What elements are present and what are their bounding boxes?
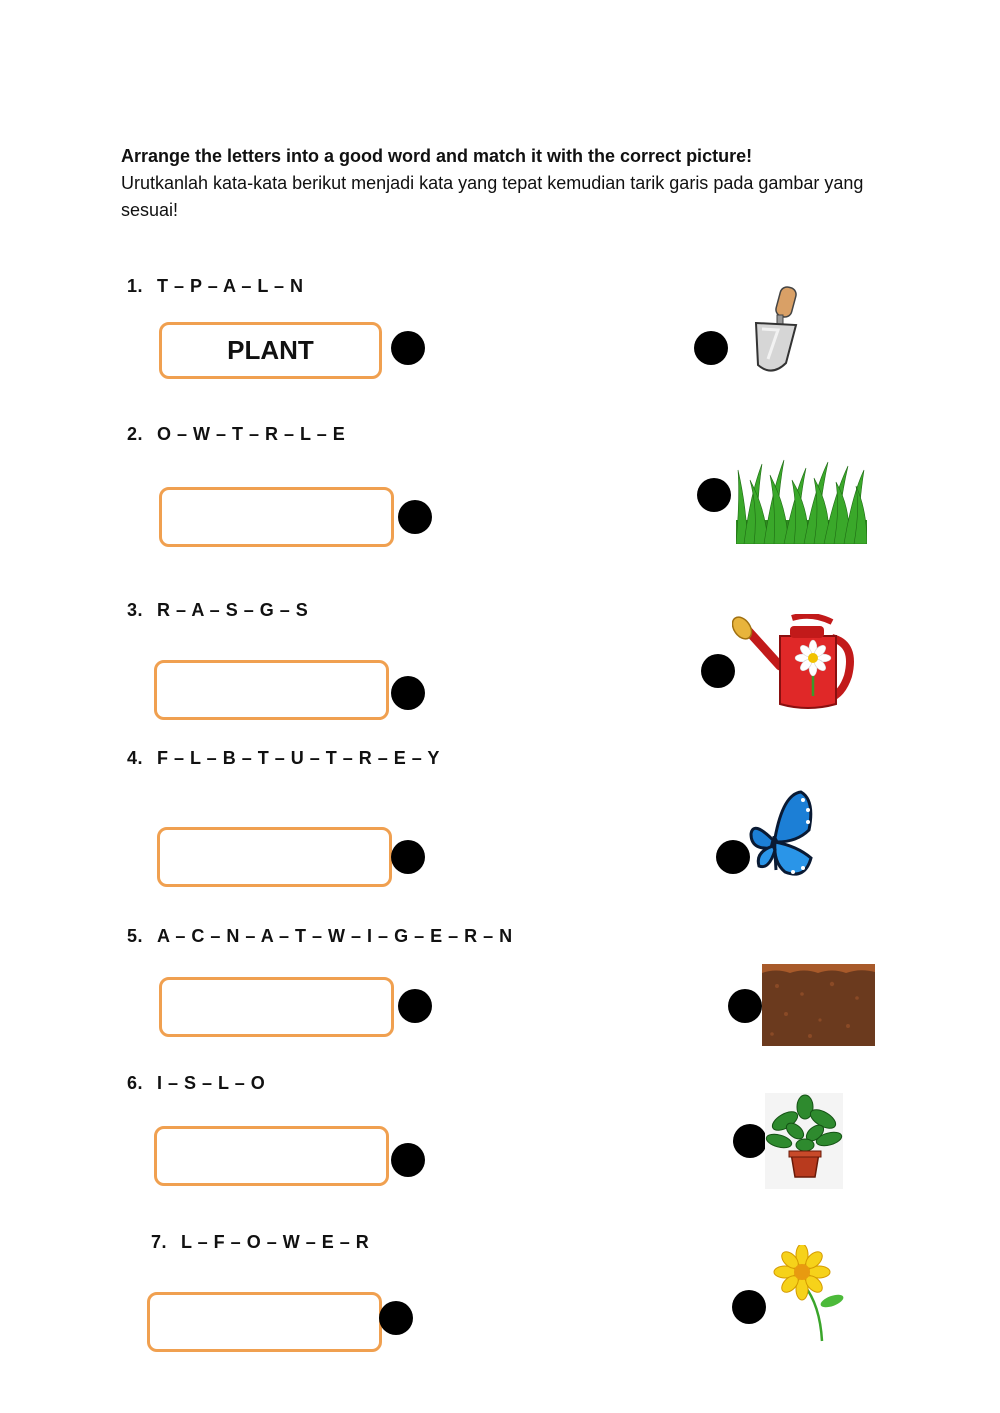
match-dot-left-1[interactable] bbox=[391, 331, 425, 365]
answer-box-4[interactable] bbox=[157, 827, 392, 887]
match-dot-right-7[interactable] bbox=[732, 1290, 766, 1324]
question-number: 6. bbox=[127, 1073, 144, 1093]
answer-box-5[interactable] bbox=[159, 977, 394, 1037]
match-dot-right-6[interactable] bbox=[733, 1124, 767, 1158]
match-dot-left-5[interactable] bbox=[398, 989, 432, 1023]
question-6 bbox=[127, 1073, 265, 1094]
match-dot-left-2[interactable] bbox=[398, 500, 432, 534]
match-dot-right-5[interactable] bbox=[728, 989, 762, 1023]
soil-icon[interactable] bbox=[762, 964, 875, 1056]
scrambled-letters: O – W – T – R – L – E bbox=[157, 424, 346, 444]
question-number: 1. bbox=[127, 276, 144, 296]
question-7 bbox=[151, 1232, 369, 1253]
question-2 bbox=[127, 424, 345, 445]
question-4 bbox=[127, 748, 440, 769]
trowel-icon[interactable] bbox=[748, 285, 804, 377]
question-number: 3. bbox=[127, 600, 144, 620]
match-dot-left-3[interactable] bbox=[391, 676, 425, 710]
scrambled-letters: F – L – B – T – U – T – R – E – Y bbox=[157, 748, 440, 768]
question-number: 4. bbox=[127, 748, 144, 768]
scrambled-letters: T – P – A – L – N bbox=[157, 276, 304, 296]
butterfly-icon[interactable] bbox=[745, 790, 815, 884]
answer-box-1[interactable]: PLANT bbox=[159, 322, 382, 379]
instructions bbox=[121, 143, 881, 224]
question-number: 5. bbox=[127, 926, 144, 946]
instruction-indonesian: Urutkanlah kata-kata berikut menjadi kata yang tepat kemudian tarik garis pada gambar yang sesuai! bbox=[121, 173, 864, 220]
scrambled-letters: I – S – L – O bbox=[157, 1073, 266, 1093]
scrambled-letters: L – F – O – W – E – R bbox=[181, 1232, 370, 1252]
match-dot-right-3[interactable] bbox=[701, 654, 735, 688]
potted-plant-icon[interactable] bbox=[765, 1093, 843, 1189]
match-dot-left-7[interactable] bbox=[379, 1301, 413, 1335]
answer-box-6[interactable] bbox=[154, 1126, 389, 1186]
match-dot-right-1[interactable] bbox=[694, 331, 728, 365]
watering-can-icon[interactable] bbox=[732, 614, 854, 712]
answer-box-2[interactable] bbox=[159, 487, 394, 547]
scrambled-letters: A – C – N – A – T – W – I – G – E – R – N bbox=[157, 926, 513, 946]
answer-box-3[interactable] bbox=[154, 660, 389, 720]
match-dot-left-4[interactable] bbox=[391, 840, 425, 874]
question-number: 2. bbox=[127, 424, 144, 444]
question-1 bbox=[127, 276, 304, 297]
match-dot-left-6[interactable] bbox=[391, 1143, 425, 1177]
flower-icon[interactable] bbox=[770, 1245, 848, 1343]
answer-box-7[interactable] bbox=[147, 1292, 382, 1352]
question-5 bbox=[127, 926, 513, 947]
scrambled-letters: R – A – S – G – S bbox=[157, 600, 309, 620]
question-number: 7. bbox=[151, 1232, 168, 1252]
instruction-english: Arrange the letters into a good word and match it with the correct picture! bbox=[121, 146, 753, 166]
match-dot-right-2[interactable] bbox=[697, 478, 731, 512]
question-3 bbox=[127, 600, 308, 621]
grass-icon[interactable] bbox=[736, 450, 867, 544]
